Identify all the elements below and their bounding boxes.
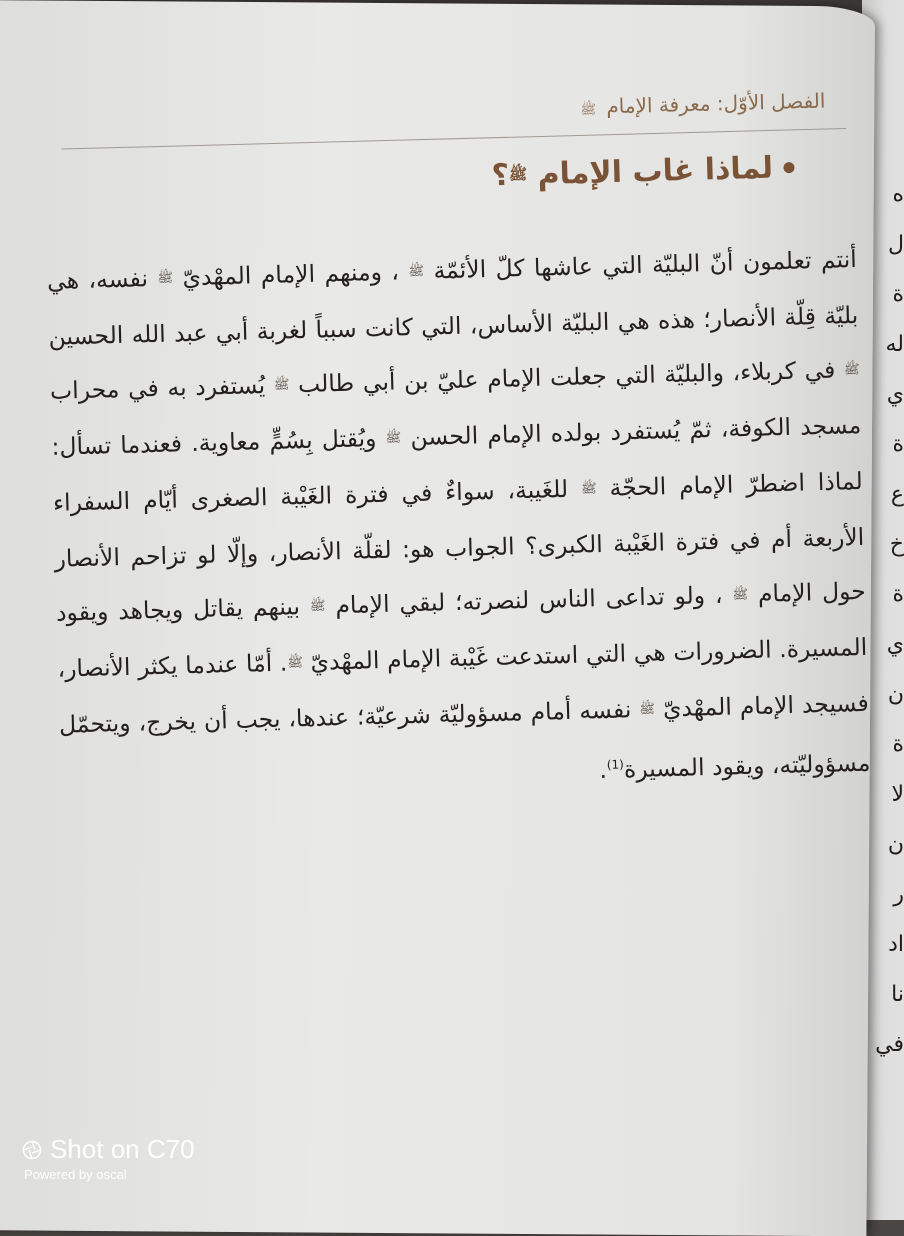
margin-glyph: اد [888,932,904,957]
text-run: . [599,756,608,785]
honorific-glyph: ﷺ [843,362,860,378]
text-run: ، ومنهم الإمام المهْديّ [182,257,400,292]
camera-watermark [22,1134,195,1182]
text-run: . أمّا عندما يكثر الأنصار، فسيجد الإمام المهْديّ [57,648,870,722]
margin-glyph: ر [893,882,904,907]
adjacent-page-text [872,170,904,1070]
text-run: ويُقتل بِسُمٍّ معاوية. فعندما تسأل: لماذا اضطرّ الإمام الحجّة [51,424,864,502]
honorific-glyph: ﷺ [509,164,528,184]
margin-glyph: ة [892,582,904,607]
text-run: يُستفرد به في محراب مسجد الكوفة، ثمّ يُستفرد بولده الإمام الحسن [49,371,862,452]
margin-glyph: ي [886,632,904,657]
margin-glyph: ة [892,432,904,457]
text-run: أنتم تعلمون أنّ البليّة التي عاشها كلّ الأئمّة [433,244,858,285]
margin-glyph: ن [887,832,904,857]
honorific-glyph: ﷺ [287,655,304,671]
text-run: نفسه أمام مسؤوليّة شرعيّة؛ عندها، يجب أن يخرج، ويتحمّل مسؤوليّته، ويقود المسيرة [58,694,871,784]
watermark-title: Shot on C70 [50,1134,195,1164]
honorific-glyph: ﷺ [309,598,326,615]
margin-glyph: ع [890,482,904,507]
honorific-glyph: ﷺ [580,481,597,497]
margin-glyph: في [875,1032,904,1057]
body-paragraph [46,232,871,812]
honorific-glyph: ﷺ [273,377,290,394]
watermark-subtitle: Powered by oscal [24,1167,127,1182]
text-run: ، ولو تداعى الناس لنصرته؛ لبقي الإمام [335,580,723,620]
honorific-glyph: ﷺ [157,270,174,287]
margin-glyph: ة [892,282,904,307]
text-run: بينهم يقاتل ويجاهد ويقود المسيرة. الضرورات هي التي استدعت غَيْبة الإمام المهْديّ [55,592,868,676]
honorific-glyph: ﷺ [385,430,402,447]
text-run: في كربلاء، والبليّة التي جعلت الإمام عليّ بن أبي طالب [297,355,836,399]
honorific-glyph: ﷺ [732,587,749,603]
aperture-icon [22,1140,42,1160]
text-run: للغَيبة، سواءٌ في فترة الغَيْبة الصغرى أيّام السفراء الأربعة أم في فترة الغَيْبة الكبرى؟ الجواب هو: لقلّة الأنصار، وإلّا لو تزاحم الأنصار حول الإمام [52,474,867,608]
margin-glyph: ل [888,232,904,257]
honorific-glyph: ﷺ [580,102,597,118]
text-run: نفسه، هي بليّة قِلّة الأنصار؛ هذه هي البليّة الأساس، التي كانت سبباً لغربة أبي عبد الله الحسين [46,264,859,351]
section-title-text: لماذا غاب الإمام [537,150,774,193]
running-head-title: الفصل الأوّل: معرفة الإمام [606,88,826,119]
honorific-glyph: ﷺ [408,263,425,280]
margin-glyph: لا [891,782,904,807]
margin-glyph: له [885,332,904,357]
margin-glyph: ه [892,182,904,207]
footnote-marker: (1) [606,757,625,773]
margin-glyph: ة [892,732,904,757]
margin-glyph: ن [887,682,904,707]
margin-glyph: ي [886,382,904,407]
bullet-icon [783,162,794,173]
margin-glyph: خ [889,532,904,557]
honorific-glyph: ﷺ [639,701,656,717]
section-question-mark: ؟ [491,157,510,194]
margin-glyph: نا [891,982,904,1007]
